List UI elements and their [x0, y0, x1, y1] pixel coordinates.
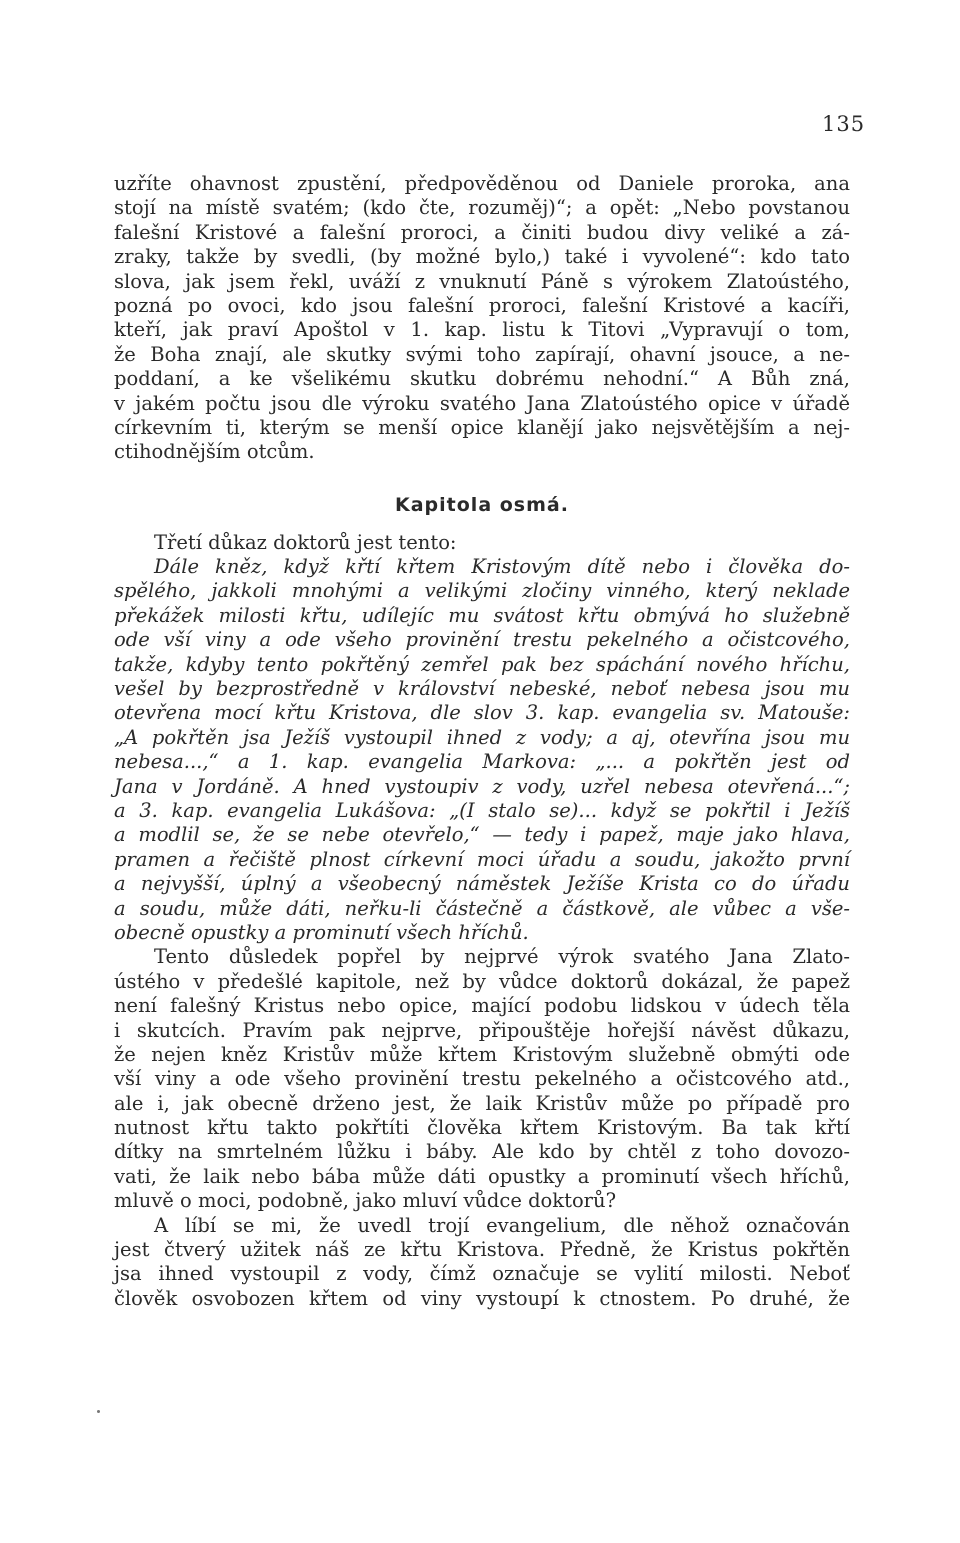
text-line: A líbí se mi, že uvedl trojí evangelium, dle něhož označován — [154, 1213, 850, 1237]
text-line: otevřena mocí křtu Kristova, dle slov 3. kap. evangelia sv. Matouše: — [114, 701, 850, 725]
text-line: nutnost křtu takto pokřtíti člověka křtem Kristovým. Ba tak křtí — [114, 1116, 850, 1140]
text-line: uzříte ohavnost zpustění, předpověděnou od Daniele proroka, ana — [114, 172, 850, 195]
text-line: a soudu, může dáti, neřku-li částečně a částkově, ale vůbec a vše- — [114, 896, 850, 920]
text-line: vešel by bezprostředně v království nebeské, neboť nebesa jsou mu — [114, 677, 850, 701]
text-line: takže, kdyby tento pokřtěný zemřel pak bez spáchání nového hříchu, — [114, 652, 850, 676]
text-line: ode vší viny a ode všeho provinění trestu pekelného a očistcového, — [114, 628, 850, 652]
chapter-heading: Kapitola osmá. — [395, 493, 569, 516]
text-line: překážek milosti křtu, udílejíc mu svátost křtu obmývá ho služebně — [114, 603, 850, 627]
text-line: kteří, jak praví Apoštol v 1. kap. listu k Titovi „Vypravují o tom, — [114, 318, 850, 342]
text-line: a nejvyšší, úplný a všeobecný náměstek Ježíše Krista co do úřadu — [114, 872, 850, 896]
text-line: poddaní, a ke všelikému skutku dobrému nehodní.“ A Bůh zná, — [114, 367, 850, 391]
text-line: jest čtverý užitek náš ze křtu Kristova. Předně, že Kristus pokřtěn — [114, 1238, 850, 1262]
text-line: v jakém počtu jsou dle výroku svatého Jana Zlatoústého opice v úřadě — [114, 391, 850, 415]
page-number: 135 — [822, 112, 866, 136]
text-line: ústého v předešlé kapitole, než by vůdce doktorů dokázal, že papež — [114, 969, 850, 993]
text-line: „A pokřtěn jsa Ježíš vystoupil ihned z vody; a aj, otevřína jsou mu — [114, 725, 850, 749]
text-line: a 3. kap. evangelia Lukášova: „(I stalo se)... když se pokřtil i Ježíš — [114, 798, 850, 822]
quoted-argument — [114, 555, 850, 945]
text-line: vati, že laik nebo bába může dáti opustky a prominutí všech hříchů, — [114, 1164, 850, 1188]
text-line: nebesa...,“ a 1. kap. evangelia Markova: „... a pokřtěn jest od — [114, 750, 850, 774]
text-line: jsa ihned vystoupil z vody, čímž označuje se vylití milosti. Neboť — [114, 1262, 850, 1286]
paragraph-1 — [114, 172, 850, 465]
text-line: Tento důsledek popřel by nejprvé výrok svatého Jana Zlato- — [154, 945, 850, 969]
text-line: není falešný Kristus nebo opice, mající podobu lidskou v údech těla — [114, 994, 850, 1018]
text-line: že nejen kněz Kristův může křtem Kristovým služebně obmýti ode — [114, 1042, 850, 1066]
paragraph-2 — [114, 945, 850, 1213]
text-line: vší viny a ode všeho provinění trestu pekelného a očistcového atd., — [114, 1067, 850, 1091]
text-line: stojí na místě svatém; (kdo čte, rozuměj)“; a opět: „Nebo povstanou — [114, 196, 850, 220]
text-line: člověk osvobozen křtem od viny vystoupí k ctnostem. Po druhé, že — [114, 1286, 850, 1310]
paragraph-3 — [114, 1214, 850, 1312]
margin-speck — [97, 1410, 100, 1413]
text-line: pozná po ovoci, kdo jsou falešní proroci, falešní Kristové a kacíři, — [114, 293, 850, 317]
text-line: a modlil se, že se nebe otevřelo,“ — tedy i papež, maje jako hlava, — [114, 823, 850, 847]
text-line: mluvě o moci, podobně, jako mluví vůdce doktorů? — [114, 1189, 617, 1213]
text-line: Dále kněz, když křtí křtem Kristovým dítě nebo i člověka do- — [154, 555, 850, 579]
text-line: že Boha znají, ale skutky svými toho zapírají, ohavní jsouce, a ne- — [114, 342, 850, 366]
text-line: ale i, jak obecně drženo jest, že laik Kristův může po případě pro — [114, 1091, 850, 1115]
text-line: obecně opustky a prominutí všech hříchů. — [114, 920, 529, 944]
text-line: spělého, jakkoli mnohými a velikými zločiny vinného, který neklade — [114, 579, 850, 603]
text-line: i skutcích. Pravím pak nejprve, připouštěje hořejší návěst důkazu, — [114, 1018, 850, 1042]
text-line: dítky na smrtelném lůžku i báby. Ale kdo by chtěl z toho dovozo- — [114, 1140, 850, 1164]
text-line: církevním ti, kterým se menší opice klanějí jako nejsvětějším a nej- — [114, 415, 850, 439]
intro-line: Třetí důkaz doktorů jest tento: — [154, 530, 457, 554]
text-line: ctihodnějším otcům. — [114, 440, 315, 464]
text-line: zraky, takže by svedli, (by možné bylo,) také i vyvolené“: kdo tato — [114, 245, 850, 269]
text-line: pramen a řečiště plnost církevní moci úřadu a soudu, jakožto první — [114, 847, 850, 871]
text-line: falešní Kristové a falešní proroci, a činiti budou divy veliké a zá- — [114, 220, 850, 244]
text-line: Jana v Jordáně. A hned vystoupiv z vody, uzřel nebesa otevřená...“; — [114, 774, 850, 798]
text-column — [114, 172, 850, 1311]
text-line: slova, jak jsem řekl, uváží z vnuknutí Páně s výrokem Zlatoústého, — [114, 269, 850, 293]
